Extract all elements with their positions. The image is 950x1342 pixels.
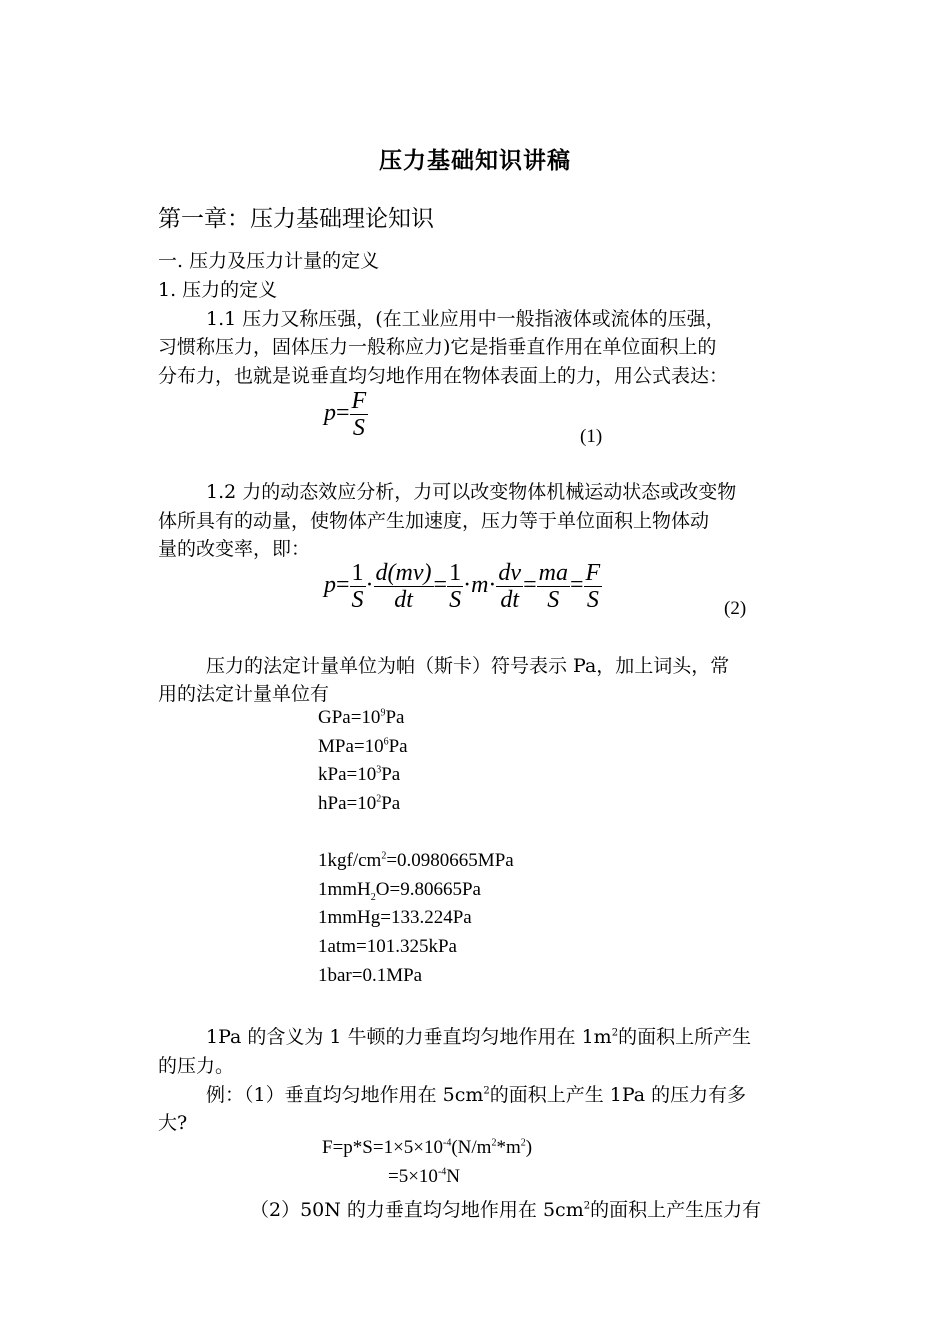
- eq2-equals-1: =: [336, 572, 350, 599]
- paragraph-1-2-line-2: 体所具有的动量，使物体产生加速度，压力等于单位面积上物体动: [158, 510, 710, 532]
- eq1-lhs: p: [324, 400, 336, 427]
- eq2-fraction-4: $\frac{dv}{dt}$: [498, 560, 522, 613]
- eq2-fraction-3: $\frac{1}{S}$: [449, 560, 462, 613]
- eq1-equals: =: [336, 400, 350, 427]
- paragraph-1-1-line-3: 分布力，也就是说垂直均匀地作用在物体表面上的力，用公式表达：: [158, 365, 729, 387]
- unit-bar: 1bar=0.1MPa: [318, 965, 423, 986]
- chapter-heading: 第一章：压力基础理论知识: [158, 206, 434, 232]
- eq1-denominator: S: [352, 415, 365, 441]
- unit-gpa: $GPa=10^9Pa$: [318, 707, 405, 728]
- units-intro-line-1: 压力的法定计量单位为帕（斯卡）符号表示 Pa，加上词头，常: [206, 655, 730, 677]
- paragraph-1-2-line-3: 量的改变率，即：: [158, 538, 311, 560]
- paragraph-1-2-line-1: 1.2 力的动态效应分析，力可以改变物体机械运动状态或改变物: [206, 481, 737, 503]
- eq2-fraction-5: $\frac{ma}{S}$: [538, 560, 568, 613]
- example-1-line-2: 大?: [158, 1112, 188, 1134]
- subsection-heading: 1. 压力的定义: [158, 279, 278, 301]
- example-1-formula-2: $=5\times 10^{-4}N$: [388, 1166, 461, 1187]
- equation-1-label: (1): [580, 426, 603, 447]
- pa-definition-line-1: 1Pa 的含义为 1 牛顿的力垂直均匀地作用在 $1m^2$的面积上所产生: [206, 1026, 752, 1048]
- unit-mmh2o: 1mmH$_2$O=9.80665Pa: [318, 879, 481, 903]
- eq2-equals-4: =: [569, 572, 584, 599]
- document-title: 压力基础知识讲稿: [379, 147, 571, 174]
- units-intro-line-2: 用的法定计量单位有: [158, 683, 330, 705]
- paragraph-1-1-line-1: 1.1 压力又称压强，(在工业应用中一般指液体或流体的压强，: [206, 308, 725, 330]
- unit-hpa: $hPa=10^2Pa$: [318, 793, 401, 814]
- equation-2-label: (2): [724, 598, 747, 619]
- eq2-equals-2: =: [433, 572, 448, 599]
- pa-definition-line-2: 的压力。: [158, 1055, 235, 1077]
- equation-1: [324, 388, 368, 441]
- eq2-fraction-1: $\frac{1}{S}$: [351, 560, 364, 613]
- eq2-dot-3: ·: [488, 572, 497, 599]
- example-1-formula-1: $F=p*S=1\times 5\times 10^{-4}(N/m^2*m^2)$: [322, 1137, 533, 1158]
- eq2-mass: m: [471, 572, 489, 599]
- eq2-fraction-2: $\frac{d(mv)}{dt}$: [375, 560, 432, 613]
- unit-kpa: $kPa=10^3Pa$: [318, 764, 401, 785]
- eq2-fraction-6: $\frac{F}{S}$: [585, 560, 601, 613]
- unit-kgf-cm2: $1kgf/cm^2=0.0980665MPa$: [318, 850, 514, 871]
- eq2-lhs: p: [324, 572, 336, 599]
- example-2-line-1: （2）50N 的力垂直均匀地作用在 $5cm^2$的面积上产生压力有: [250, 1199, 762, 1221]
- unit-mmhg: 1mmHg=133.224Pa: [318, 907, 472, 928]
- unit-mpa: $MPa=10^6Pa$: [318, 736, 408, 757]
- unit-atm: 1atm=101.325kPa: [318, 936, 457, 957]
- paragraph-1-1-line-2: 习惯称压力，固体压力一般称应力)它是指垂直作用在单位面积上的: [158, 336, 717, 358]
- example-1-line-1: 例：（1）垂直均匀地作用在 $5cm^2$的面积上产生 1Pa 的压力有多: [206, 1084, 747, 1106]
- eq1-numerator: F: [351, 388, 367, 414]
- eq2-dot-1: ·: [365, 572, 374, 599]
- eq2-equals-3: =: [523, 572, 537, 599]
- equation-2: [324, 560, 602, 613]
- eq1-fraction: [350, 388, 369, 441]
- section-heading: 一. 压力及压力计量的定义: [158, 250, 380, 272]
- eq2-dot-2: ·: [463, 572, 472, 599]
